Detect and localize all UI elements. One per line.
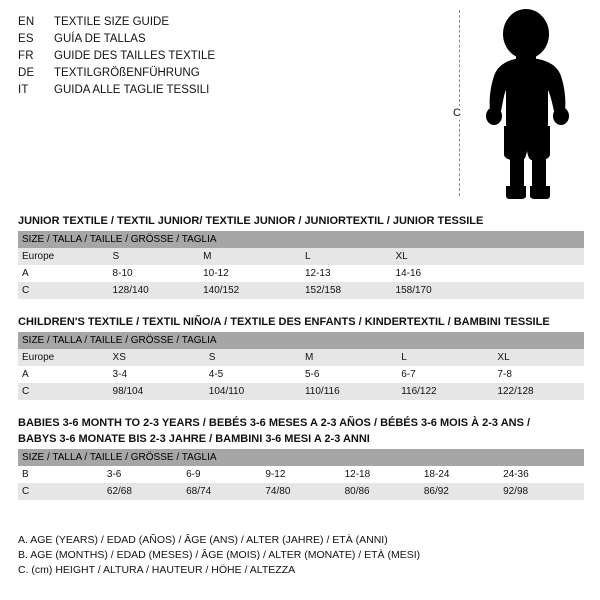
- size-table-babies: [18, 449, 584, 500]
- language-text: GUÍA DE TALLAS: [54, 33, 146, 45]
- cell-value: 24-36: [499, 466, 584, 483]
- toddler-silhouette-icon: [470, 6, 590, 201]
- table-row: [18, 265, 584, 282]
- language-row: [18, 14, 318, 31]
- cell-value: 6-7: [397, 366, 493, 383]
- cell-size-l: L: [301, 248, 392, 265]
- table-row: [18, 383, 584, 400]
- language-code: IT: [18, 84, 29, 96]
- cell-value: 86/92: [420, 483, 499, 500]
- legend: [18, 533, 584, 578]
- cell-value: 4-5: [205, 366, 301, 383]
- legend-item-a: A. AGE (YEARS) / EDAD (AÑOS) / ÂGE (ANS) / ALTER (JAHRE) / ETÀ (ANNI): [18, 534, 388, 546]
- cell-value: 116/122: [397, 383, 493, 400]
- measure-dashed-line: [459, 10, 460, 196]
- cell-size-m: M: [199, 248, 301, 265]
- cell-value: 9-12: [261, 466, 340, 483]
- section-babies: [18, 417, 584, 500]
- language-text: GUIDE DES TAILLES TEXTILE: [54, 50, 216, 62]
- row-label-c: C: [18, 383, 109, 400]
- section-children: [18, 316, 584, 400]
- cell-size-xs: XS: [109, 349, 205, 366]
- cell-value: 152/158: [301, 282, 392, 299]
- legend-item-c: C. (cm) HEIGHT / ALTURA / HAUTEUR / HÖHE / ALTEZZA: [18, 564, 296, 576]
- cell-europe: Europe: [18, 349, 109, 366]
- cell-size-xl: XL: [493, 349, 584, 366]
- language-text: TEXTILGRÖßENFÜHRUNG: [54, 67, 200, 79]
- language-code: DE: [18, 67, 35, 79]
- cell-value: 18-24: [420, 466, 499, 483]
- cell-size-m: M: [301, 349, 397, 366]
- language-text: GUIDA ALLE TAGLIE TESSILI: [54, 84, 210, 96]
- legend-item-b: B. AGE (MONTHS) / EDAD (MESES) / ÂGE (MOIS) / ALTER (MONATE) / ETÀ (MESI): [18, 549, 421, 561]
- table-row: [18, 483, 584, 500]
- cell-empty: [482, 282, 584, 299]
- table-row: [18, 466, 584, 483]
- language-row: [18, 31, 318, 48]
- cell-value: 6-9: [182, 466, 261, 483]
- cell-value: 62/68: [103, 483, 182, 500]
- table-row: [18, 282, 584, 299]
- row-label-a: A: [18, 265, 109, 282]
- row-label-b: B: [18, 466, 103, 483]
- cell-size-xl: XL: [392, 248, 483, 265]
- cell-value: 158/170: [392, 282, 483, 299]
- cell-size-l: L: [397, 349, 493, 366]
- section-junior: [18, 215, 584, 299]
- language-row: [18, 48, 318, 65]
- table-row: [18, 349, 584, 366]
- table-row: [18, 248, 584, 265]
- cell-value: 3-6: [103, 466, 182, 483]
- cell-value: 80/86: [341, 483, 420, 500]
- cell-value: 3-4: [109, 366, 205, 383]
- cell-value: 5-6: [301, 366, 397, 383]
- height-measure-figure: [440, 6, 590, 206]
- size-table-junior: [18, 231, 584, 299]
- language-text: TEXTILE SIZE GUIDE: [54, 16, 170, 28]
- size-table-children: [18, 332, 584, 400]
- cell-value: 12-13: [301, 265, 392, 282]
- cell-value: 14-16: [392, 265, 483, 282]
- section-title: BABIES 3-6 MONTH TO 2-3 YEARS / BEBÉS 3-6 MESES A 2-3 AÑOS / BÉBÉS 3-6 MOIS À 2-3 ANS /: [18, 417, 531, 429]
- language-code: ES: [18, 33, 34, 45]
- cell-value: 128/140: [109, 282, 200, 299]
- language-code: FR: [18, 50, 34, 62]
- measure-label-c: C: [453, 107, 461, 119]
- cell-value: 68/74: [182, 483, 261, 500]
- section-title: JUNIOR TEXTILE / TEXTIL JUNIOR/ TEXTILE JUNIOR / JUNIORTEXTIL / JUNIOR TESSILE: [18, 215, 484, 227]
- cell-value: 122/128: [493, 383, 584, 400]
- size-header-label: SIZE / TALLA / TAILLE / GRÖSSE / TAGLIA: [18, 332, 584, 349]
- cell-value: 98/104: [109, 383, 205, 400]
- table-header-row: [18, 231, 584, 248]
- row-label-c: C: [18, 282, 109, 299]
- table-row: [18, 366, 584, 383]
- section-title: CHILDREN'S TEXTILE / TEXTIL NIÑO/A / TEXTILE DES ENFANTS / KINDERTEXTIL / BAMBINI TESSILE: [18, 316, 550, 328]
- language-code: EN: [18, 16, 35, 28]
- row-label-c: C: [18, 483, 103, 500]
- cell-size-s: S: [205, 349, 301, 366]
- cell-value: 140/152: [199, 282, 301, 299]
- cell-value: 10-12: [199, 265, 301, 282]
- cell-value: 7-8: [493, 366, 584, 383]
- size-header-label: SIZE / TALLA / TAILLE / GRÖSSE / TAGLIA: [18, 231, 584, 248]
- cell-europe: Europe: [18, 248, 109, 265]
- language-row: [18, 82, 318, 99]
- language-header: [18, 14, 318, 99]
- size-header-label: SIZE / TALLA / TAILLE / GRÖSSE / TAGLIA: [18, 449, 584, 466]
- cell-value: 12-18: [341, 466, 420, 483]
- table-header-row: [18, 332, 584, 349]
- table-header-row: [18, 449, 584, 466]
- cell-value: 92/98: [499, 483, 584, 500]
- cell-value: 74/80: [261, 483, 340, 500]
- row-label-a: A: [18, 366, 109, 383]
- cell-empty: [482, 265, 584, 282]
- cell-size-s: S: [109, 248, 200, 265]
- section-title-line2: BABYS 3-6 MONATE BIS 2-3 JAHRE / BAMBINI 3-6 MESI A 2-3 ANNI: [18, 433, 370, 445]
- cell-value: 110/116: [301, 383, 397, 400]
- cell-empty: [482, 248, 584, 265]
- cell-value: 8-10: [109, 265, 200, 282]
- cell-value: 104/110: [205, 383, 301, 400]
- language-row: [18, 65, 318, 82]
